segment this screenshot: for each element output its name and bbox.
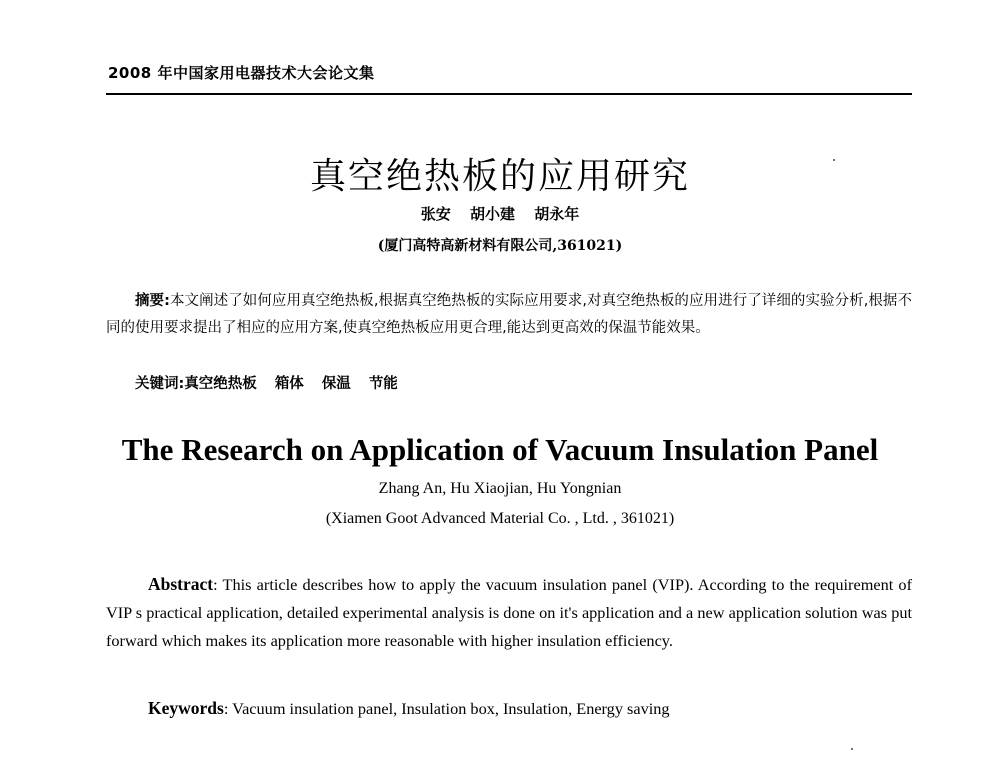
english-abstract bbox=[106, 570, 912, 655]
running-header: 2008 年中国家用电器技术大会论文集 bbox=[108, 64, 375, 82]
scan-speck bbox=[833, 159, 835, 161]
chinese-affiliation: (厦门高特高新材料有限公司,361021) bbox=[377, 238, 623, 254]
author-1: 张安 bbox=[420, 205, 451, 223]
chinese-keyword-3: 保温 bbox=[321, 376, 351, 392]
english-keywords bbox=[148, 698, 670, 719]
scan-speck bbox=[851, 748, 853, 750]
english-abstract-label: Abstract bbox=[148, 574, 214, 594]
english-keywords-text: : Vacuum insulation panel, Insulation box, Insulation, Energy saving bbox=[223, 699, 670, 718]
author-2: 胡小建 bbox=[469, 205, 515, 223]
chinese-keyword-4: 节能 bbox=[368, 376, 398, 392]
chinese-keywords-label: 关键词: bbox=[135, 376, 185, 392]
chinese-keyword-2: 箱体 bbox=[274, 376, 304, 392]
author-3: 胡永年 bbox=[534, 205, 580, 223]
english-affiliation: (Xiamen Goot Advanced Material Co. , Ltd. , 361021) bbox=[325, 510, 675, 527]
chinese-abstract bbox=[106, 288, 912, 342]
header-rule bbox=[106, 93, 912, 95]
chinese-authors bbox=[0, 203, 1000, 224]
english-authors: Zhang An, Hu Xiaojian, Hu Yongnian bbox=[378, 480, 622, 497]
chinese-title: 真空绝热板的应用研究 bbox=[309, 156, 690, 197]
english-title: The Research on Application of Vacuum Insulation Panel bbox=[121, 432, 879, 467]
chinese-abstract-label: 摘要: bbox=[135, 293, 170, 309]
chinese-abstract-text: 本文阐述了如何应用真空绝热板,根据真空绝热板的实际应用要求,对真空绝热板的应用进行了详细的实验分析,根据不同的使用要求提出了相应的应用方案,使真空绝热板应用更合理,能达到更高效的保温节能效果。 bbox=[106, 293, 912, 336]
english-keywords-label: Keywords bbox=[148, 698, 224, 718]
chinese-keyword-1: 真空绝热板 bbox=[184, 376, 257, 392]
english-abstract-text: : This article describes how to apply the vacuum insulation panel (VIP). According to the requirement of VIP s practical application, detailed experimental analysis is done on it's application and a new application solution was put forward which makes its application more reasonable with higher insulation efficiency. bbox=[106, 575, 912, 650]
chinese-keywords bbox=[135, 372, 416, 393]
